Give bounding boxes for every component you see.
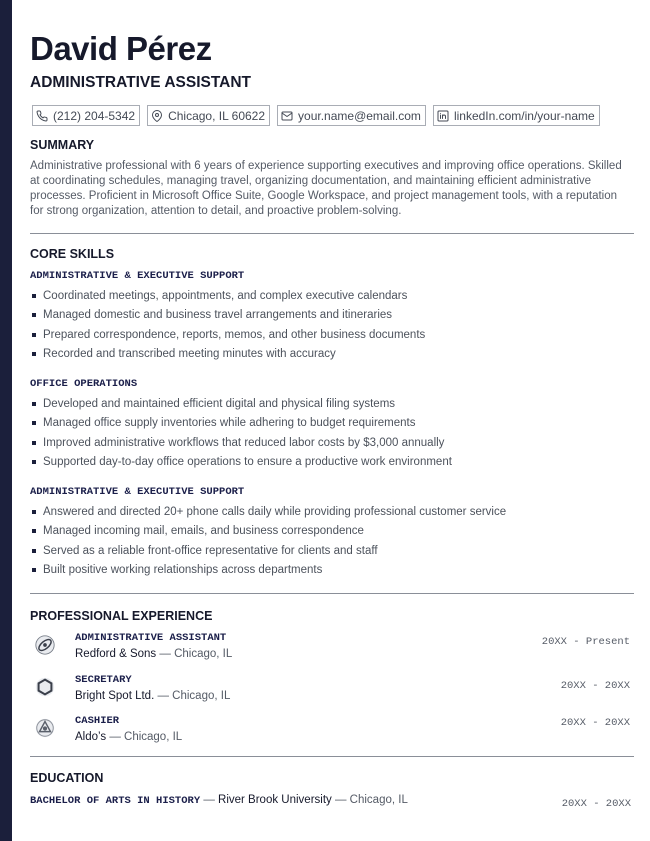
list-item — [30, 561, 506, 581]
job-title: CASHIER — [75, 715, 120, 727]
job-company-line — [75, 731, 182, 743]
education-dates: 20XX - 20XX — [561, 798, 631, 810]
list-item-text: Prepared correspondence, reports, memos, and other business documents — [43, 328, 426, 341]
list-item — [30, 522, 506, 542]
list-item — [30, 433, 452, 453]
list-item — [30, 394, 452, 414]
location-pin-icon — [151, 110, 163, 122]
bullet-icon — [32, 352, 36, 356]
list-item-text: Answered and directed 20+ phone calls daily while providing professional customer service — [43, 505, 507, 518]
contact-phone-text: (212) 204-5342 — [53, 108, 136, 123]
divider — [30, 233, 634, 234]
list-item-text: Managed office supply inventories while adhering to budget requirements — [43, 417, 416, 430]
job-company-line — [75, 648, 232, 660]
job-location: — Chicago, IL — [156, 648, 233, 660]
education-separator: — — [200, 794, 219, 806]
summary-text: Administrative professional with 6 years of experience supporting executives and improving office operations. Skilled at coordinating schedules, managing travel, organizing documentation, and maintaining efficient administrative processes. Proficient in Microsoft Office Suite, Google Workspace, and project management tools, with a reputation for strong organization, attention to detail, and proactive problem-solving. — [30, 160, 622, 217]
bullet-icon — [32, 568, 36, 572]
list-item-text: Built positive working relationships across departments — [43, 564, 323, 577]
list-item-text: Coordinated meetings, appointments, and complex executive calendars — [43, 289, 408, 302]
job-entry — [30, 632, 634, 668]
contact-email[interactable] — [277, 105, 426, 126]
list-item-text: Managed domestic and business travel arrangements and itineraries — [43, 309, 393, 322]
candidate-name: David Pérez — [30, 30, 212, 67]
skill-group-heading: ADMINISTRATIVE & EXECUTIVE SUPPORT — [30, 270, 245, 282]
skill-list — [30, 502, 506, 580]
list-item-text: Supported day-to-day office operations to ensure a productive work environment — [43, 456, 452, 469]
sidebar-accent-bar — [0, 0, 12, 841]
job-location: — Chicago, IL — [106, 731, 183, 743]
school-location: — Chicago, IL — [331, 794, 408, 806]
list-item — [30, 325, 425, 345]
redford-logo-icon — [34, 634, 56, 656]
list-item-text: Developed and maintained efficient digital and physical filing systems — [43, 397, 396, 410]
job-dates: 20XX - Present — [541, 636, 630, 648]
skills-heading: CORE SKILLS — [30, 247, 115, 261]
list-item — [30, 541, 506, 561]
divider — [30, 593, 634, 594]
bullet-icon — [32, 460, 36, 464]
contact-location[interactable] — [147, 105, 270, 126]
bullet-icon — [32, 441, 36, 445]
job-company: Redford & Sons — [75, 648, 157, 660]
bullet-icon — [32, 294, 36, 298]
list-item — [30, 453, 452, 473]
divider — [30, 756, 634, 757]
aldos-logo-icon — [34, 717, 56, 739]
envelope-icon — [281, 110, 293, 122]
job-entry — [30, 715, 634, 751]
contact-location-text: Chicago, IL 60622 — [168, 108, 266, 123]
education-heading: EDUCATION — [30, 771, 104, 785]
job-dates: 20XX - 20XX — [560, 680, 630, 692]
phone-icon — [36, 110, 48, 122]
bullet-icon — [32, 549, 36, 553]
summary-heading: SUMMARY — [30, 138, 95, 152]
linkedin-icon — [437, 110, 449, 122]
bullet-icon — [32, 313, 36, 317]
list-item-text: Served as a reliable front-office representative for clients and staff — [43, 544, 378, 557]
job-title: SECRETARY — [75, 674, 132, 686]
education-entry — [30, 794, 408, 807]
list-item — [30, 345, 425, 365]
contact-phone[interactable] — [32, 105, 140, 126]
list-item-text: Managed incoming mail, emails, and business correspondence — [43, 525, 364, 538]
job-company-line — [75, 690, 230, 702]
list-item — [30, 414, 452, 434]
experience-heading: PROFESSIONAL EXPERIENCE — [30, 609, 213, 623]
job-entry — [30, 674, 634, 710]
list-item — [30, 306, 425, 326]
bullet-icon — [32, 510, 36, 514]
list-item — [30, 502, 506, 522]
bullet-icon — [32, 529, 36, 533]
job-location: — Chicago, IL — [154, 690, 231, 702]
skill-group-heading: ADMINISTRATIVE & EXECUTIVE SUPPORT — [30, 486, 245, 498]
job-company: Aldo’s — [75, 731, 107, 743]
contact-linkedin[interactable] — [433, 105, 600, 126]
bullet-icon — [32, 333, 36, 337]
job-dates: 20XX - 20XX — [560, 717, 630, 729]
bright-spot-logo-icon — [34, 676, 56, 698]
skill-list — [30, 286, 425, 364]
skill-group-heading: OFFICE OPERATIONS — [30, 378, 138, 390]
candidate-role: ADMINISTRATIVE ASSISTANT — [30, 74, 252, 91]
list-item-text: Improved administrative workflows that reduced labor costs by $3,000 annually — [43, 436, 445, 449]
job-company: Bright Spot Ltd. — [75, 690, 155, 702]
degree-title: BACHELOR OF ARTS IN HISTORY — [30, 795, 201, 807]
skill-list — [30, 394, 452, 472]
list-item — [30, 286, 425, 306]
job-title: ADMINISTRATIVE ASSISTANT — [75, 632, 227, 644]
list-item-text: Recorded and transcribed meeting minutes with accuracy — [43, 348, 336, 361]
contact-bar — [32, 105, 600, 126]
school-name: River Brook University — [218, 794, 332, 806]
bullet-icon — [32, 421, 36, 425]
bullet-icon — [32, 402, 36, 406]
contact-linkedin-text: linkedIn.com/in/your-name — [453, 108, 595, 123]
contact-email-text: your.name@email.com — [298, 108, 421, 123]
